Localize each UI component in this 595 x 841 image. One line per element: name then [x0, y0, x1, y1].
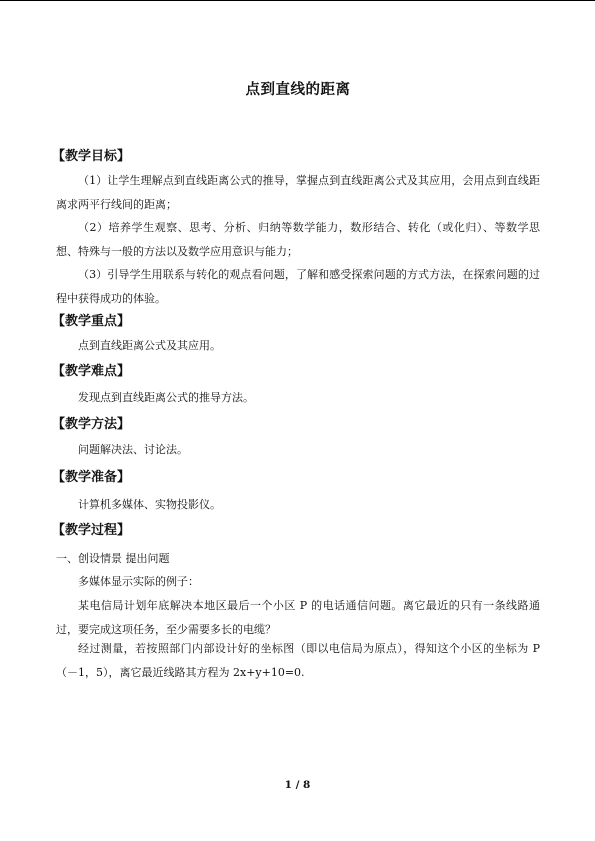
heading-preparation: 【教学准备】 [52, 470, 131, 485]
difficulties-text: 发现点到直线距离公式的推导方法。 [78, 391, 254, 404]
heading-objectives: 【教学目标】 [52, 149, 131, 164]
heading-key-points: 【教学重点】 [52, 314, 131, 329]
heading-methods: 【教学方法】 [52, 417, 131, 432]
heading-difficulties: 【教学难点】 [52, 364, 131, 379]
process-paragraph-1: 某电信局计划年底解决本地区最后一个小区 P 的电话通信问题。离它最近的只有一条线路通过，要完成这项任务，至少需要多长的电缆？ [56, 599, 540, 636]
preparation-text: 计算机多媒体、实物投影仪。 [78, 498, 221, 511]
process-intro: 多媒体显示实际的例子： [78, 575, 199, 588]
objective-item-1: （1）让学生理解点到直线距离公式的推导，掌握点到直线距离公式及其应用，会用点到直线距离求两平行线间的距离； [56, 174, 540, 211]
objective-item-3: （3）引导学生用联系与转化的观点看问题，了解和感受探索问题的方式方法，在探索问题的过程中获得成功的体验。 [56, 268, 540, 305]
document-title: 点到直线的距离 [245, 82, 351, 98]
key-points-text: 点到直线距离公式及其应用。 [78, 339, 221, 352]
header-rule [0, 0, 595, 1]
process-paragraph-2: 经过测量，若按照部门内部设计好的坐标图（即以电信局为原点），得知这个小区的坐标为 P（－1，5），离它最近线路其方程为 2x+y+10=0. [56, 642, 540, 679]
page-number: 1 / 8 [284, 779, 311, 791]
heading-process: 【教学过程】 [52, 523, 131, 538]
objective-item-2: （2）培养学生观察、思考、分析、归纳等数学能力，数形结合、转化（或化归）、等数学思想、特殊与一般的方法以及数学应用意识与能力； [56, 221, 540, 258]
methods-text: 问题解决法、讨论法。 [78, 443, 188, 456]
process-section-title: 一、创设情景 提出问题 [56, 552, 170, 565]
